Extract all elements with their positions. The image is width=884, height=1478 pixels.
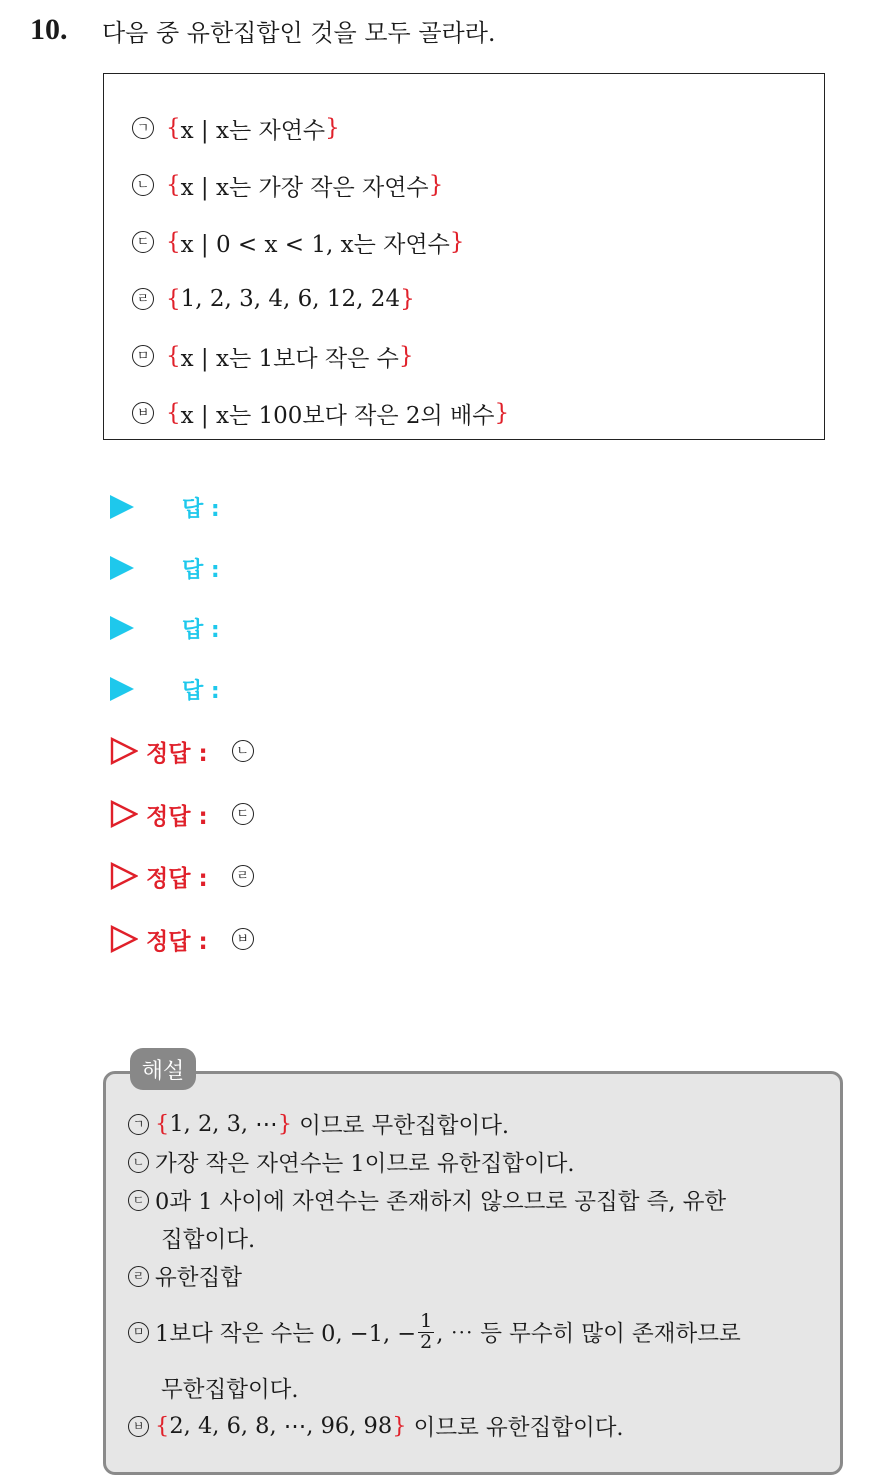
open-brace: { xyxy=(155,1413,170,1439)
explanation-line-2 xyxy=(128,1146,575,1178)
explanation-line-6 xyxy=(128,1410,624,1442)
choice-1 xyxy=(132,108,340,148)
explanation-line-5-continued xyxy=(161,1372,299,1404)
outline-triangle-icon xyxy=(110,737,138,765)
explanation-text: 집합이다. xyxy=(161,1227,256,1253)
solid-triangle-icon xyxy=(110,556,134,580)
choice-marker: ㄴ xyxy=(132,174,154,196)
explanation-text: 무한집합이다. xyxy=(161,1377,299,1403)
answer-key-label: 정답 : xyxy=(146,803,208,830)
open-brace: { xyxy=(166,286,181,312)
close-brace: } xyxy=(398,343,414,369)
answer-key-marker: ㄹ xyxy=(232,865,254,887)
choice-text: 1, 2, 3, 4, 6, 12, 24 xyxy=(180,286,401,312)
outline-triangle-icon xyxy=(110,925,138,953)
choice-text: x | 0 < x < 1, x는 자연수 xyxy=(180,231,450,258)
open-brace: { xyxy=(166,172,181,198)
choice-text: x | x는 가장 작은 자연수 xyxy=(180,174,429,201)
choice-text: x | x는 100보다 작은 2의 배수 xyxy=(180,402,495,429)
answer-label: 답 : xyxy=(182,496,220,522)
explanation-line-4 xyxy=(128,1260,242,1292)
choice-marker: ㄷ xyxy=(132,231,154,253)
choice-text: x | x는 1보다 작은 수 xyxy=(180,345,399,372)
answer-key-row-4 xyxy=(110,919,266,959)
explanation-marker: ㄹ xyxy=(128,1266,149,1287)
choice-6 xyxy=(132,393,509,433)
close-brace: } xyxy=(277,1111,293,1137)
explanation-text: 유한집합 xyxy=(155,1265,242,1291)
close-brace: } xyxy=(400,286,415,312)
answer-key-row-3 xyxy=(110,856,266,896)
solid-triangle-icon xyxy=(110,495,134,519)
answer-key-label: 정답 : xyxy=(146,740,208,767)
explanation-text: , ⋯ 등 무수히 많이 존재하므로 xyxy=(436,1321,741,1347)
open-brace: { xyxy=(155,1111,170,1137)
open-brace: { xyxy=(166,229,181,255)
question-number: 10. xyxy=(30,13,68,46)
outline-triangle-icon xyxy=(110,862,138,890)
close-brace: } xyxy=(392,1413,407,1439)
explanation-text: 1보다 작은 수는 0, −1, − xyxy=(155,1321,417,1347)
answer-row-2 xyxy=(110,548,220,588)
explanation-line-3-continued xyxy=(161,1222,255,1254)
explanation-line-1 xyxy=(128,1108,509,1140)
open-brace: { xyxy=(166,343,181,369)
fraction xyxy=(418,1309,434,1353)
explanation-line-5 xyxy=(128,1302,741,1362)
explanation-line-3 xyxy=(128,1184,726,1216)
open-brace: { xyxy=(166,400,181,426)
explanation-text: 이므로 유한집합이다. xyxy=(406,1415,624,1441)
fraction-denominator: 2 xyxy=(420,1330,433,1353)
choice-5 xyxy=(132,336,413,376)
choice-4 xyxy=(132,279,415,319)
answer-key-marker: ㄴ xyxy=(232,740,254,762)
close-brace: } xyxy=(494,400,510,426)
answer-label: 답 : xyxy=(182,557,220,583)
choice-text: x | x는 자연수 xyxy=(180,117,326,144)
choice-marker: ㄹ xyxy=(132,288,154,310)
solid-triangle-icon xyxy=(110,677,134,701)
outline-triangle-icon xyxy=(110,800,138,828)
answer-key-marker: ㅂ xyxy=(232,928,254,950)
answer-key-marker: ㄷ xyxy=(232,803,254,825)
explanation-tab: 해설 xyxy=(130,1048,196,1090)
choice-marker: ㄱ xyxy=(132,117,154,139)
explanation-marker: ㄱ xyxy=(128,1114,149,1135)
explanation-text: 가장 작은 자연수는 1이므로 유한집합이다. xyxy=(155,1151,575,1177)
explanation-marker: ㄴ xyxy=(128,1152,149,1173)
explanation-marker: ㄷ xyxy=(128,1190,149,1211)
answer-row-4 xyxy=(110,669,220,709)
choice-marker: ㅁ xyxy=(132,345,154,367)
choice-2 xyxy=(132,165,443,205)
set-elements: 1, 2, 3, ⋯ xyxy=(169,1111,278,1137)
question-header xyxy=(30,10,496,50)
close-brace: } xyxy=(449,229,465,255)
answer-key-label: 정답 : xyxy=(146,865,208,892)
explanation-box xyxy=(103,1071,843,1475)
close-brace: } xyxy=(428,172,444,198)
answer-key-label: 정답 : xyxy=(146,928,208,955)
explanation-marker: ㅁ xyxy=(128,1322,149,1343)
answer-label: 답 : xyxy=(182,678,220,704)
choices-box xyxy=(103,73,825,440)
fraction-numerator: 1 xyxy=(420,1309,433,1332)
solid-triangle-icon xyxy=(110,616,134,640)
explanation-text: 이므로 무한집합이다. xyxy=(292,1113,510,1139)
explanation-text: 0과 1 사이에 자연수는 존재하지 않으므로 공집합 즉, 유한 xyxy=(155,1189,727,1215)
choice-marker: ㅂ xyxy=(132,402,154,424)
answer-row-1 xyxy=(110,487,220,527)
close-brace: } xyxy=(325,115,340,141)
open-brace: { xyxy=(166,115,181,141)
answer-label: 답 : xyxy=(182,617,220,643)
choice-3 xyxy=(132,222,464,262)
answer-key-row-2 xyxy=(110,794,266,834)
explanation-marker: ㅂ xyxy=(128,1416,149,1437)
question-text: 다음 중 유한집합인 것을 모두 골라라. xyxy=(102,18,496,47)
set-elements: 2, 4, 6, 8, ⋯, 96, 98 xyxy=(169,1413,393,1439)
answer-key-row-1 xyxy=(110,731,266,771)
answer-row-3 xyxy=(110,608,220,648)
